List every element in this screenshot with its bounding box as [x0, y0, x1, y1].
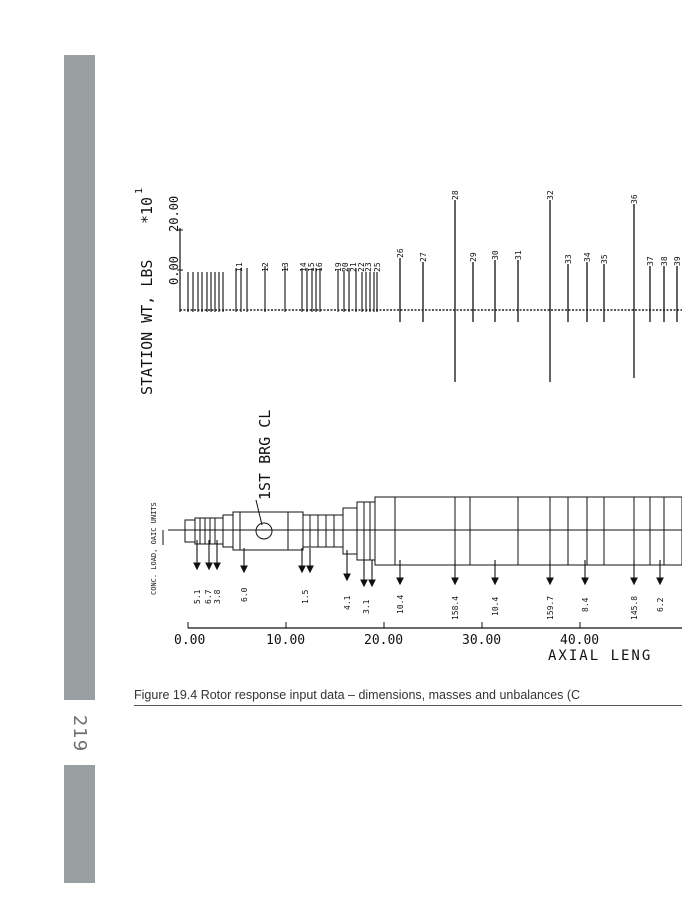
axis-tick: 20.00	[364, 633, 404, 648]
load-value: 1.5	[301, 589, 310, 604]
caption-rule	[134, 705, 682, 706]
station-label: 35	[600, 254, 609, 264]
load-value: 5.1	[193, 589, 202, 604]
bearing-label: 1ST BRG CL	[256, 409, 274, 500]
axis-tick: 40.00	[560, 633, 600, 648]
page-number-text: 219	[69, 714, 91, 752]
station-label: 27	[419, 252, 428, 262]
axial-axis	[174, 622, 682, 664]
station-label: 34	[583, 252, 592, 262]
station-label: 26	[396, 248, 405, 258]
station-label: 36	[630, 194, 639, 204]
station-label: 32	[546, 190, 555, 200]
station-multiplier: *10	[138, 196, 156, 224]
station-label: 13	[281, 262, 290, 272]
load-value: 8.4	[581, 597, 590, 612]
figure-caption: Figure 19.4 Rotor response input data – dimensions, masses and unbalances (C	[134, 688, 581, 702]
rotor-geometry	[150, 410, 682, 620]
station-label: 21	[349, 262, 358, 272]
station-label: 29	[469, 252, 478, 262]
station-label: 30	[491, 250, 500, 260]
station-label: 38	[660, 256, 669, 266]
station-label: 15	[307, 262, 316, 272]
load-value: 158.4	[451, 595, 460, 620]
load-value: 6.7	[204, 589, 213, 604]
station-label: 12	[261, 262, 270, 272]
load-value: 3.8	[213, 589, 222, 604]
load-value: 3.1	[362, 599, 371, 614]
station-label: 14	[299, 262, 308, 272]
axis-label: AXIAL LENG	[548, 648, 653, 664]
station-label: 22	[357, 262, 366, 272]
station-weight-plot	[134, 188, 682, 395]
station-label: 20	[341, 262, 350, 272]
station-label: 33	[564, 254, 573, 264]
axis-tick: 30.00	[462, 633, 502, 648]
load-value: 4.1	[343, 595, 352, 610]
station-label: 19	[334, 262, 343, 272]
load-value: 159.7	[546, 595, 555, 620]
load-value: 145.8	[630, 595, 639, 620]
station-label: 23	[364, 262, 373, 272]
axis-tick: 10.00	[266, 633, 306, 648]
bearing-marker	[256, 523, 272, 539]
station-label: 25	[373, 262, 382, 272]
station-tick-0: 0.00	[167, 256, 181, 285]
station-label: 37	[646, 256, 655, 266]
station-label: 11	[235, 262, 244, 272]
load-value: 6.2	[656, 597, 665, 612]
conc-load-label: CONC. LOAD, OAIC UNITS	[150, 502, 158, 595]
load-value: 10.4	[396, 594, 405, 614]
station-label: 28	[451, 190, 460, 200]
load-value: 6.0	[240, 587, 249, 602]
station-ylabel: STATION WT, LBS	[138, 259, 156, 395]
station-label: 31	[514, 250, 523, 260]
station-label: 16	[315, 262, 324, 272]
station-label: 39	[673, 256, 682, 266]
load-value: 10.4	[491, 596, 500, 616]
station-multiplier-exp: 1	[134, 187, 145, 194]
station-tick-20: 20.00	[167, 195, 181, 232]
axis-tick: 0.00	[174, 633, 206, 648]
